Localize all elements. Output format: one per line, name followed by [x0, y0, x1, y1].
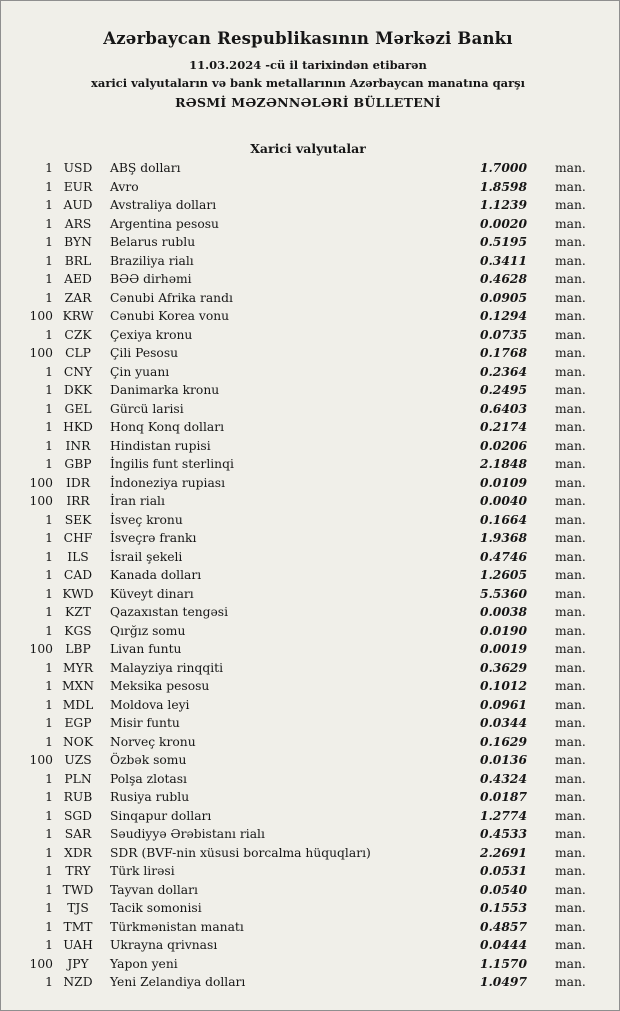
- unit-label: man.: [555, 697, 586, 712]
- currency-name: Danimarka kronu: [110, 383, 220, 397]
- currency-code: UAH: [63, 938, 93, 952]
- unit-label: man.: [555, 975, 586, 989]
- quantity: 1: [45, 660, 53, 675]
- bulletin-title-line: RƏSMİ MƏZƏNNƏLƏRİ BÜLLETENİ: [175, 95, 441, 110]
- unit-label: man.: [555, 364, 586, 379]
- rate-row: [27, 178, 589, 197]
- rate-value: 0.0020: [479, 215, 527, 231]
- rate-row: [27, 751, 589, 770]
- rate-value: 0.4746: [479, 548, 527, 564]
- quantity: 100: [29, 494, 53, 508]
- currency-name: Tayvan dolları: [110, 882, 198, 897]
- quantity: 1: [45, 383, 53, 397]
- quantity: 1: [45, 457, 53, 471]
- quantity: 1: [45, 919, 53, 934]
- currency-name: Kanada dolları: [110, 568, 202, 582]
- quantity: 1: [45, 568, 53, 582]
- currency-name: Braziliya rialı: [110, 253, 194, 268]
- unit-label: man.: [555, 771, 586, 786]
- currency-name: Cənubi Afrika randı: [110, 290, 233, 305]
- quantity: 1: [45, 420, 53, 434]
- currency-code: MXN: [61, 679, 95, 693]
- rate-row: [27, 363, 589, 382]
- currency-name: Küveyt dinarı: [110, 586, 194, 601]
- rate-row: [27, 270, 589, 289]
- currency-name: Qırğız somu: [110, 623, 186, 638]
- quantity: 100: [29, 309, 53, 323]
- quantity: 1: [45, 605, 53, 619]
- currency-name: Polşa zlotası: [110, 771, 187, 786]
- rate-value: 1.0497: [479, 974, 527, 989]
- rate-row: [27, 566, 589, 585]
- currency-name: Malayziya rinqqiti: [110, 660, 224, 675]
- currency-name: Özbək somu: [110, 753, 187, 767]
- currency-name: Qazaxıstan tengəsi: [110, 605, 229, 619]
- currency-code: SEK: [64, 512, 92, 527]
- unit-label: man.: [555, 568, 586, 582]
- currency-name: Türk lirəsi: [110, 864, 175, 878]
- unit-label: man.: [555, 734, 586, 749]
- quantity: 100: [29, 475, 53, 490]
- currency-name: Misir funtu: [110, 716, 180, 730]
- currency-code: CLP: [65, 346, 91, 360]
- quantity: 1: [45, 679, 53, 693]
- rate-value: 0.0038: [479, 604, 527, 619]
- currency-code: EGP: [64, 716, 92, 730]
- rate-row: [27, 603, 589, 622]
- rate-value: 2.2691: [479, 844, 527, 860]
- rate-value: 0.1768: [479, 345, 527, 360]
- rate-value: 0.3411: [479, 252, 527, 268]
- currency-name: İngilis funt sterlinqi: [110, 457, 234, 471]
- currency-name: Moldova leyi: [110, 697, 190, 712]
- quantity: 1: [45, 808, 53, 823]
- rate-row: [27, 881, 589, 900]
- rate-value: 0.0040: [479, 493, 527, 508]
- rate-row: [27, 400, 589, 419]
- quantity: 1: [45, 586, 53, 601]
- rate-value: 1.7000: [479, 160, 527, 175]
- currency-code: NZD: [63, 975, 93, 989]
- rate-row: [27, 973, 589, 992]
- quantity: 1: [45, 827, 53, 841]
- rate-value: 0.0190: [479, 622, 527, 638]
- unit-label: man.: [555, 549, 586, 564]
- currency-code: GEL: [64, 401, 92, 416]
- currency-code: LBP: [65, 642, 91, 656]
- currency-name: Meksika pesosu: [110, 679, 210, 693]
- currency-code: AUD: [63, 198, 93, 212]
- unit-label: man.: [555, 235, 586, 249]
- rate-row: [27, 233, 589, 252]
- scope-line: xarici valyutaların və bank metallarının Azərbaycan manatına qarşı: [91, 76, 525, 90]
- rate-value: 0.1629: [479, 733, 527, 749]
- rate-value: 1.1239: [479, 197, 527, 212]
- currency-code: ILS: [67, 549, 89, 564]
- unit-label: man.: [555, 438, 586, 453]
- quantity: 1: [45, 734, 53, 749]
- quantity: 1: [45, 290, 53, 305]
- unit-label: man.: [555, 660, 586, 675]
- rate-row: [27, 788, 589, 807]
- quantity: 1: [45, 771, 53, 786]
- rate-value: 0.4324: [479, 770, 527, 786]
- currency-code: ARS: [64, 216, 92, 231]
- quantity: 1: [45, 327, 53, 342]
- quantity: 1: [45, 364, 53, 379]
- rate-row: [27, 862, 589, 881]
- rate-value: 0.0444: [479, 937, 527, 952]
- unit-label: man.: [555, 401, 586, 416]
- effective-date-line: 11.03.2024 -cü il tarixindən etibarən: [189, 58, 427, 72]
- currency-code: CAD: [63, 568, 93, 582]
- unit-label: man.: [555, 919, 586, 934]
- rate-row: [27, 807, 589, 826]
- quantity: 1: [45, 438, 53, 453]
- quantity: 1: [45, 716, 53, 730]
- rate-value: 0.0540: [479, 881, 527, 897]
- currency-name: İsveç kronu: [110, 512, 183, 527]
- unit-label: man.: [555, 327, 586, 342]
- rate-row: [27, 437, 589, 456]
- rate-value: 0.2495: [479, 382, 527, 397]
- rate-value: 0.0961: [479, 696, 527, 712]
- rate-value: 0.0109: [479, 474, 527, 490]
- rate-row: [27, 696, 589, 715]
- currency-name: ABŞ dolları: [110, 161, 181, 175]
- unit-label: man.: [555, 346, 586, 360]
- rate-value: 0.0735: [479, 326, 527, 342]
- rate-row: [27, 714, 589, 733]
- currency-name: Hindistan rupisi: [110, 438, 211, 453]
- rate-row: [27, 936, 589, 955]
- rate-value: 0.4533: [479, 826, 527, 841]
- currency-name: İran rialı: [110, 494, 165, 508]
- currency-code: UZS: [64, 753, 92, 767]
- rate-row: [27, 344, 589, 363]
- rate-value: 1.8598: [479, 178, 527, 194]
- currency-code: AED: [64, 272, 92, 286]
- rate-row: [27, 844, 589, 863]
- unit-label: man.: [555, 586, 586, 601]
- currency-code: JPY: [67, 956, 89, 971]
- currency-code: MDL: [62, 697, 94, 712]
- unit-label: man.: [555, 808, 586, 823]
- unit-label: man.: [555, 882, 586, 897]
- unit-label: man.: [555, 161, 586, 175]
- rate-value: 1.1570: [479, 955, 527, 971]
- quantity: 1: [45, 882, 53, 897]
- unit-label: man.: [555, 901, 586, 915]
- rate-value: 1.9368: [479, 530, 527, 545]
- currency-code: ZAR: [64, 290, 92, 305]
- rate-row: [27, 585, 589, 604]
- rate-row: [27, 955, 589, 974]
- currency-code: MYR: [63, 660, 93, 675]
- currency-name: Belarus rublu: [110, 235, 196, 249]
- currency-code: INR: [65, 438, 91, 453]
- quantity: 1: [45, 179, 53, 194]
- rate-row: [27, 770, 589, 789]
- quantity: 1: [45, 623, 53, 638]
- currency-code: TRY: [65, 864, 91, 878]
- currency-code: CNY: [63, 364, 93, 379]
- currency-name: Rusiya rublu: [110, 790, 190, 804]
- currency-name: Norveç kronu: [110, 734, 196, 749]
- rate-row: [27, 659, 589, 678]
- quantity: 1: [45, 253, 53, 268]
- quantity: 1: [45, 790, 53, 804]
- rate-value: 0.0019: [479, 641, 527, 656]
- rate-value: 0.4628: [479, 271, 527, 286]
- quantity: 1: [45, 549, 53, 564]
- currency-name: İndoneziya rupiası: [110, 475, 226, 490]
- currency-name: Yeni Zelandiya dolları: [110, 975, 246, 989]
- rate-row: [27, 677, 589, 696]
- rate-row: [27, 511, 589, 530]
- unit-label: man.: [555, 716, 586, 730]
- currency-name: Çili Pesosu: [110, 346, 179, 360]
- currency-code: SGD: [63, 808, 93, 823]
- unit-label: man.: [555, 290, 586, 305]
- currency-name: Avro: [110, 179, 139, 194]
- unit-label: man.: [555, 605, 586, 619]
- currency-name: İsrail şekeli: [110, 549, 183, 564]
- quantity: 1: [45, 512, 53, 527]
- quantity: 1: [45, 531, 53, 545]
- rate-row: [27, 899, 589, 918]
- rate-row: [27, 159, 589, 178]
- rate-row: [27, 918, 589, 937]
- bank-title: Azərbaycan Respublikasının Mərkəzi Bankı: [103, 29, 513, 48]
- currency-code: CHF: [63, 531, 93, 545]
- rate-value: 0.0344: [479, 715, 527, 730]
- rate-row: [27, 196, 589, 215]
- quantity: 1: [45, 401, 53, 416]
- quantity: 100: [29, 753, 53, 767]
- unit-label: man.: [555, 457, 586, 471]
- quantity: 100: [29, 642, 53, 656]
- rate-value: 0.0206: [479, 437, 527, 453]
- currency-name: Gürcü larisi: [110, 401, 184, 416]
- rate-row: [27, 307, 589, 326]
- rate-value: 0.0136: [479, 752, 527, 767]
- currency-name: BƏƏ dirhəmi: [110, 272, 192, 286]
- currency-code: TMT: [63, 919, 93, 934]
- rate-value: 1.2774: [479, 807, 527, 823]
- rate-value: 0.5195: [479, 234, 527, 249]
- unit-label: man.: [555, 642, 586, 656]
- currency-name: Avstraliya dolları: [110, 198, 217, 212]
- currency-code: KWD: [62, 586, 94, 601]
- rate-row: [27, 252, 589, 271]
- rate-value: 0.2364: [479, 363, 527, 379]
- rate-value: 0.6403: [479, 400, 527, 416]
- rate-value: 0.4857: [479, 918, 527, 934]
- currency-code: EUR: [63, 179, 93, 194]
- currency-code: KZT: [65, 605, 91, 619]
- quantity: 1: [45, 864, 53, 878]
- rate-row: [27, 825, 589, 844]
- currency-name: Livan funtu: [110, 642, 182, 656]
- unit-label: man.: [555, 753, 586, 767]
- quantity: 1: [45, 216, 53, 231]
- section-title-foreign-currencies: Xarici valyutalar: [250, 141, 366, 156]
- unit-label: man.: [555, 383, 586, 397]
- currency-code: IDR: [66, 475, 90, 490]
- unit-label: man.: [555, 956, 586, 971]
- currency-code: BRL: [64, 253, 92, 268]
- unit-label: man.: [555, 420, 586, 434]
- unit-label: man.: [555, 253, 586, 268]
- rate-value: 0.1664: [479, 511, 527, 527]
- rate-value: 1.2605: [479, 567, 527, 582]
- quantity: 1: [45, 235, 53, 249]
- rate-row: [27, 640, 589, 659]
- unit-label: man.: [555, 198, 586, 212]
- rate-row: [27, 529, 589, 548]
- rate-row: [27, 215, 589, 234]
- unit-label: man.: [555, 475, 586, 490]
- rate-value: 0.1553: [479, 900, 527, 915]
- currency-name: Ukrayna qrivnası: [110, 938, 218, 952]
- quantity: 1: [45, 975, 53, 989]
- rate-row: [27, 381, 589, 400]
- unit-label: man.: [555, 512, 586, 527]
- rate-value: 0.0905: [479, 289, 527, 305]
- currency-code: KGS: [64, 623, 92, 638]
- currency-name: Yapon yeni: [110, 956, 178, 971]
- currency-code: GBP: [64, 457, 92, 471]
- rate-row: [27, 418, 589, 437]
- unit-label: man.: [555, 827, 586, 841]
- rate-value: 0.2174: [479, 419, 527, 434]
- currency-name: Çin yuanı: [110, 364, 170, 379]
- rates-table-body: [27, 159, 589, 992]
- currency-code: TWD: [62, 882, 94, 897]
- quantity: 1: [45, 272, 53, 286]
- currency-code: HKD: [63, 420, 93, 434]
- quantity: 1: [45, 845, 53, 860]
- unit-label: man.: [555, 864, 586, 878]
- rate-row: [27, 548, 589, 567]
- currency-name: Cənubi Korea vonu: [110, 309, 230, 323]
- quantity: 1: [45, 198, 53, 212]
- quantity: 100: [29, 346, 53, 360]
- currency-code: TJS: [67, 901, 89, 915]
- rate-row: [27, 455, 589, 474]
- unit-label: man.: [555, 494, 586, 508]
- currency-code: USD: [63, 161, 93, 175]
- currency-code: CZK: [64, 327, 92, 342]
- bulletin-header: [27, 29, 589, 110]
- unit-label: man.: [555, 845, 586, 860]
- quantity: 1: [45, 901, 53, 915]
- rate-value: 0.0531: [479, 863, 527, 878]
- currency-code: BYN: [64, 235, 92, 249]
- unit-label: man.: [555, 216, 586, 231]
- rate-value: 2.1848: [479, 456, 527, 471]
- unit-label: man.: [555, 309, 586, 323]
- currency-code: DKK: [63, 383, 93, 397]
- unit-label: man.: [555, 790, 586, 804]
- unit-label: man.: [555, 531, 586, 545]
- unit-label: man.: [555, 679, 586, 693]
- currency-code: NOK: [62, 734, 94, 749]
- rate-row: [27, 492, 589, 511]
- quantity: 1: [45, 161, 53, 175]
- currency-name: Çexiya kronu: [110, 327, 193, 342]
- unit-label: man.: [555, 272, 586, 286]
- rate-row: [27, 474, 589, 493]
- rate-value: 5.5360: [479, 585, 527, 601]
- currency-name: SDR (BVF-nin xüsusi borcalma hüquqları): [110, 845, 371, 860]
- rate-row: [27, 622, 589, 641]
- currency-name: Honq Konq dolları: [110, 420, 225, 434]
- quantity: 100: [29, 956, 53, 971]
- rate-row: [27, 733, 589, 752]
- rate-value: 0.1012: [479, 678, 527, 693]
- quantity: 1: [45, 938, 53, 952]
- currency-name: Argentina pesosu: [110, 216, 219, 231]
- currency-code: PLN: [64, 771, 92, 786]
- quantity: 1: [45, 697, 53, 712]
- currency-code: SAR: [64, 827, 92, 841]
- currency-code: RUB: [63, 790, 93, 804]
- rate-value: 0.3629: [479, 659, 527, 675]
- rate-row: [27, 326, 589, 345]
- unit-label: man.: [555, 179, 586, 194]
- unit-label: man.: [555, 938, 586, 952]
- rate-row: [27, 289, 589, 308]
- currency-code: IRR: [66, 494, 90, 508]
- currency-name: Səudiyyə Ərəbistanı rialı: [110, 827, 265, 841]
- currency-name: Türkmənistan manatı: [110, 919, 244, 934]
- currency-name: İsveçrə frankı: [110, 531, 197, 545]
- rate-value: 0.1294: [479, 308, 527, 323]
- rate-value: 0.0187: [479, 789, 527, 804]
- currency-name: Sinqapur dolları: [110, 808, 212, 823]
- currency-code: KRW: [62, 309, 94, 323]
- currency-name: Tacik somonisi: [110, 901, 202, 915]
- bulletin-page: [1, 1, 619, 992]
- currency-code: XDR: [64, 845, 92, 860]
- unit-label: man.: [555, 623, 586, 638]
